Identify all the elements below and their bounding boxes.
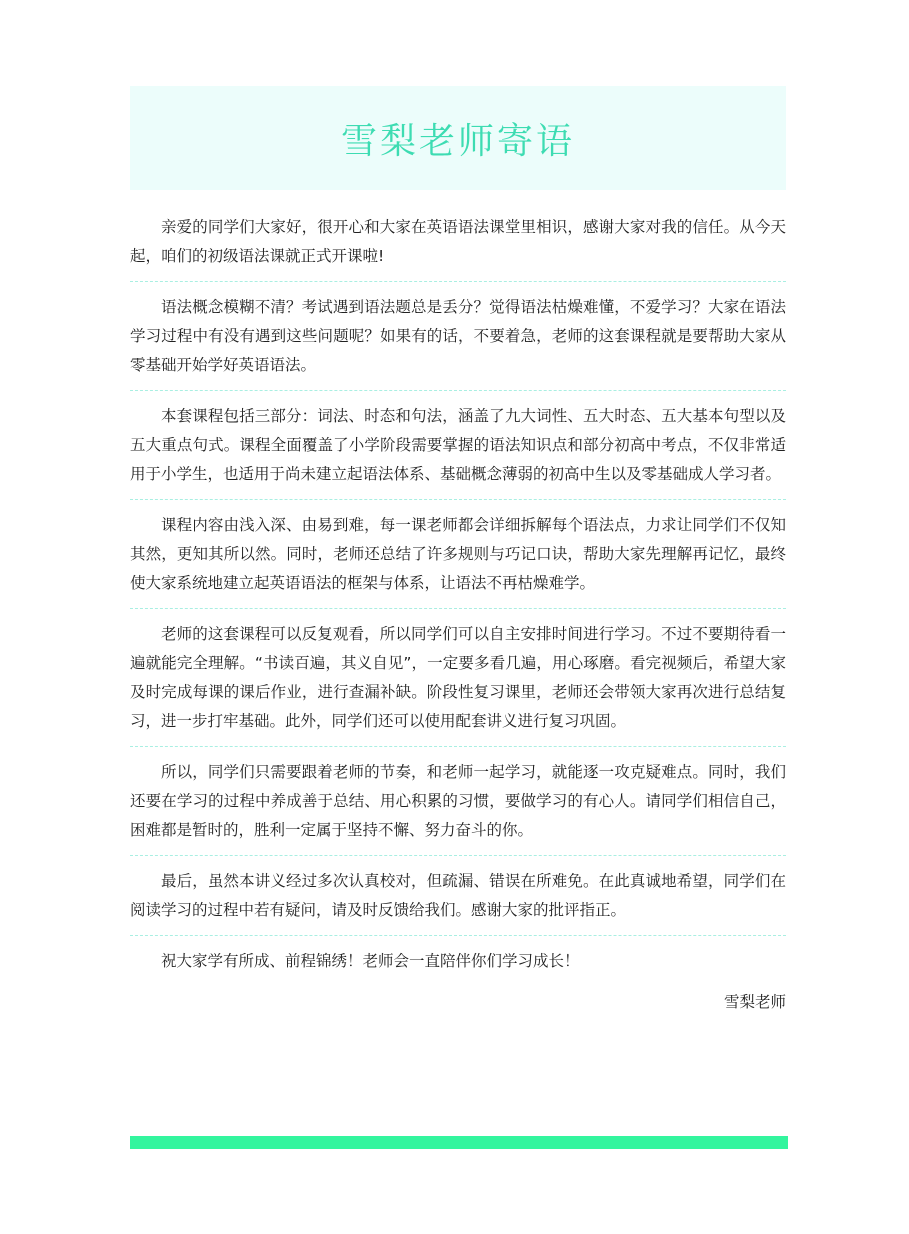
dashed-divider bbox=[130, 746, 786, 747]
dashed-divider bbox=[130, 499, 786, 500]
dashed-divider bbox=[130, 281, 786, 282]
title-banner bbox=[130, 86, 786, 190]
dashed-divider bbox=[130, 935, 786, 936]
dashed-divider bbox=[130, 855, 786, 856]
paragraph-8: 祝大家学有所成、前程锦绣！老师会一直陪伴你们学习成长！ bbox=[161, 952, 580, 970]
paragraph-1: 亲爱的同学们大家好，很开心和大家在英语语法课堂里相识，感谢大家对我的信任。从今天起，咱们的初级语法课就正式开课啦! bbox=[130, 218, 786, 265]
paragraph-4: 课程内容由浅入深、由易到难，每一课老师都会详细拆解每个语法点，力求让同学们不仅知其然，更知其所以然。同时，老师还总结了许多规则与巧记口诀，帮助大家先理解再记忆，最终使大家系统地建立起英语语法的框架与体系，让语法不再枯燥难学。 bbox=[130, 516, 786, 592]
bottom-accent-bar bbox=[130, 1136, 788, 1149]
paragraph-3: 本套课程包括三部分：词法、时态和句法，涵盖了九大词性、五大时态、五大基本句型以及五大重点句式。课程全面覆盖了小学阶段需要掌握的语法知识点和部分初高中考点，不仅非常适用于小学生，也适用于尚未建立起语法体系、基础概念薄弱的初高中生以及零基础成人学习者。 bbox=[130, 407, 786, 483]
signature: 雪梨老师 bbox=[723, 993, 786, 1011]
paragraph-5: 老师的这套课程可以反复观看，所以同学们可以自主安排时间进行学习。不过不要期待看一遍就能完全理解。“书读百遍，其义自见”，一定要多看几遍，用心琢磨。看完视频后，希望大家及时完成每课的课后作业，进行查漏补缺。阶段性复习课里，老师还会带领大家再次进行总结复习，进一步打牢基础。此外，同学们还可以使用配套讲义进行复习巩固。 bbox=[130, 625, 786, 730]
paragraph-2: 语法概念模糊不清？考试遇到语法题总是丢分？觉得语法枯燥难懂，不爱学习？大家在语法学习过程中有没有遇到这些问题呢？如果有的话，不要着急，老师的这套课程就是要帮助大家从零基础开始学好英语语法。 bbox=[130, 298, 786, 374]
paragraph-6: 所以，同学们只需要跟着老师的节奏，和老师一起学习，就能逐一攻克疑难点。同时，我们还要在学习的过程中养成善于总结、用心积累的习惯，要做学习的有心人。请同学们相信自己，困难都是暂时的，胜利一定属于坚持不懈、努力奋斗的你。 bbox=[130, 763, 786, 839]
dashed-divider bbox=[130, 608, 786, 609]
letter-body bbox=[130, 206, 786, 1017]
dashed-divider bbox=[130, 390, 786, 391]
page-title: 雪梨老师寄语 bbox=[340, 120, 575, 162]
letter-page bbox=[130, 86, 786, 1017]
paragraph-7: 最后，虽然本讲义经过多次认真校对，但疏漏、错误在所难免。在此真诚地希望，同学们在阅读学习的过程中若有疑问，请及时反馈给我们。感谢大家的批评指正。 bbox=[130, 872, 786, 919]
